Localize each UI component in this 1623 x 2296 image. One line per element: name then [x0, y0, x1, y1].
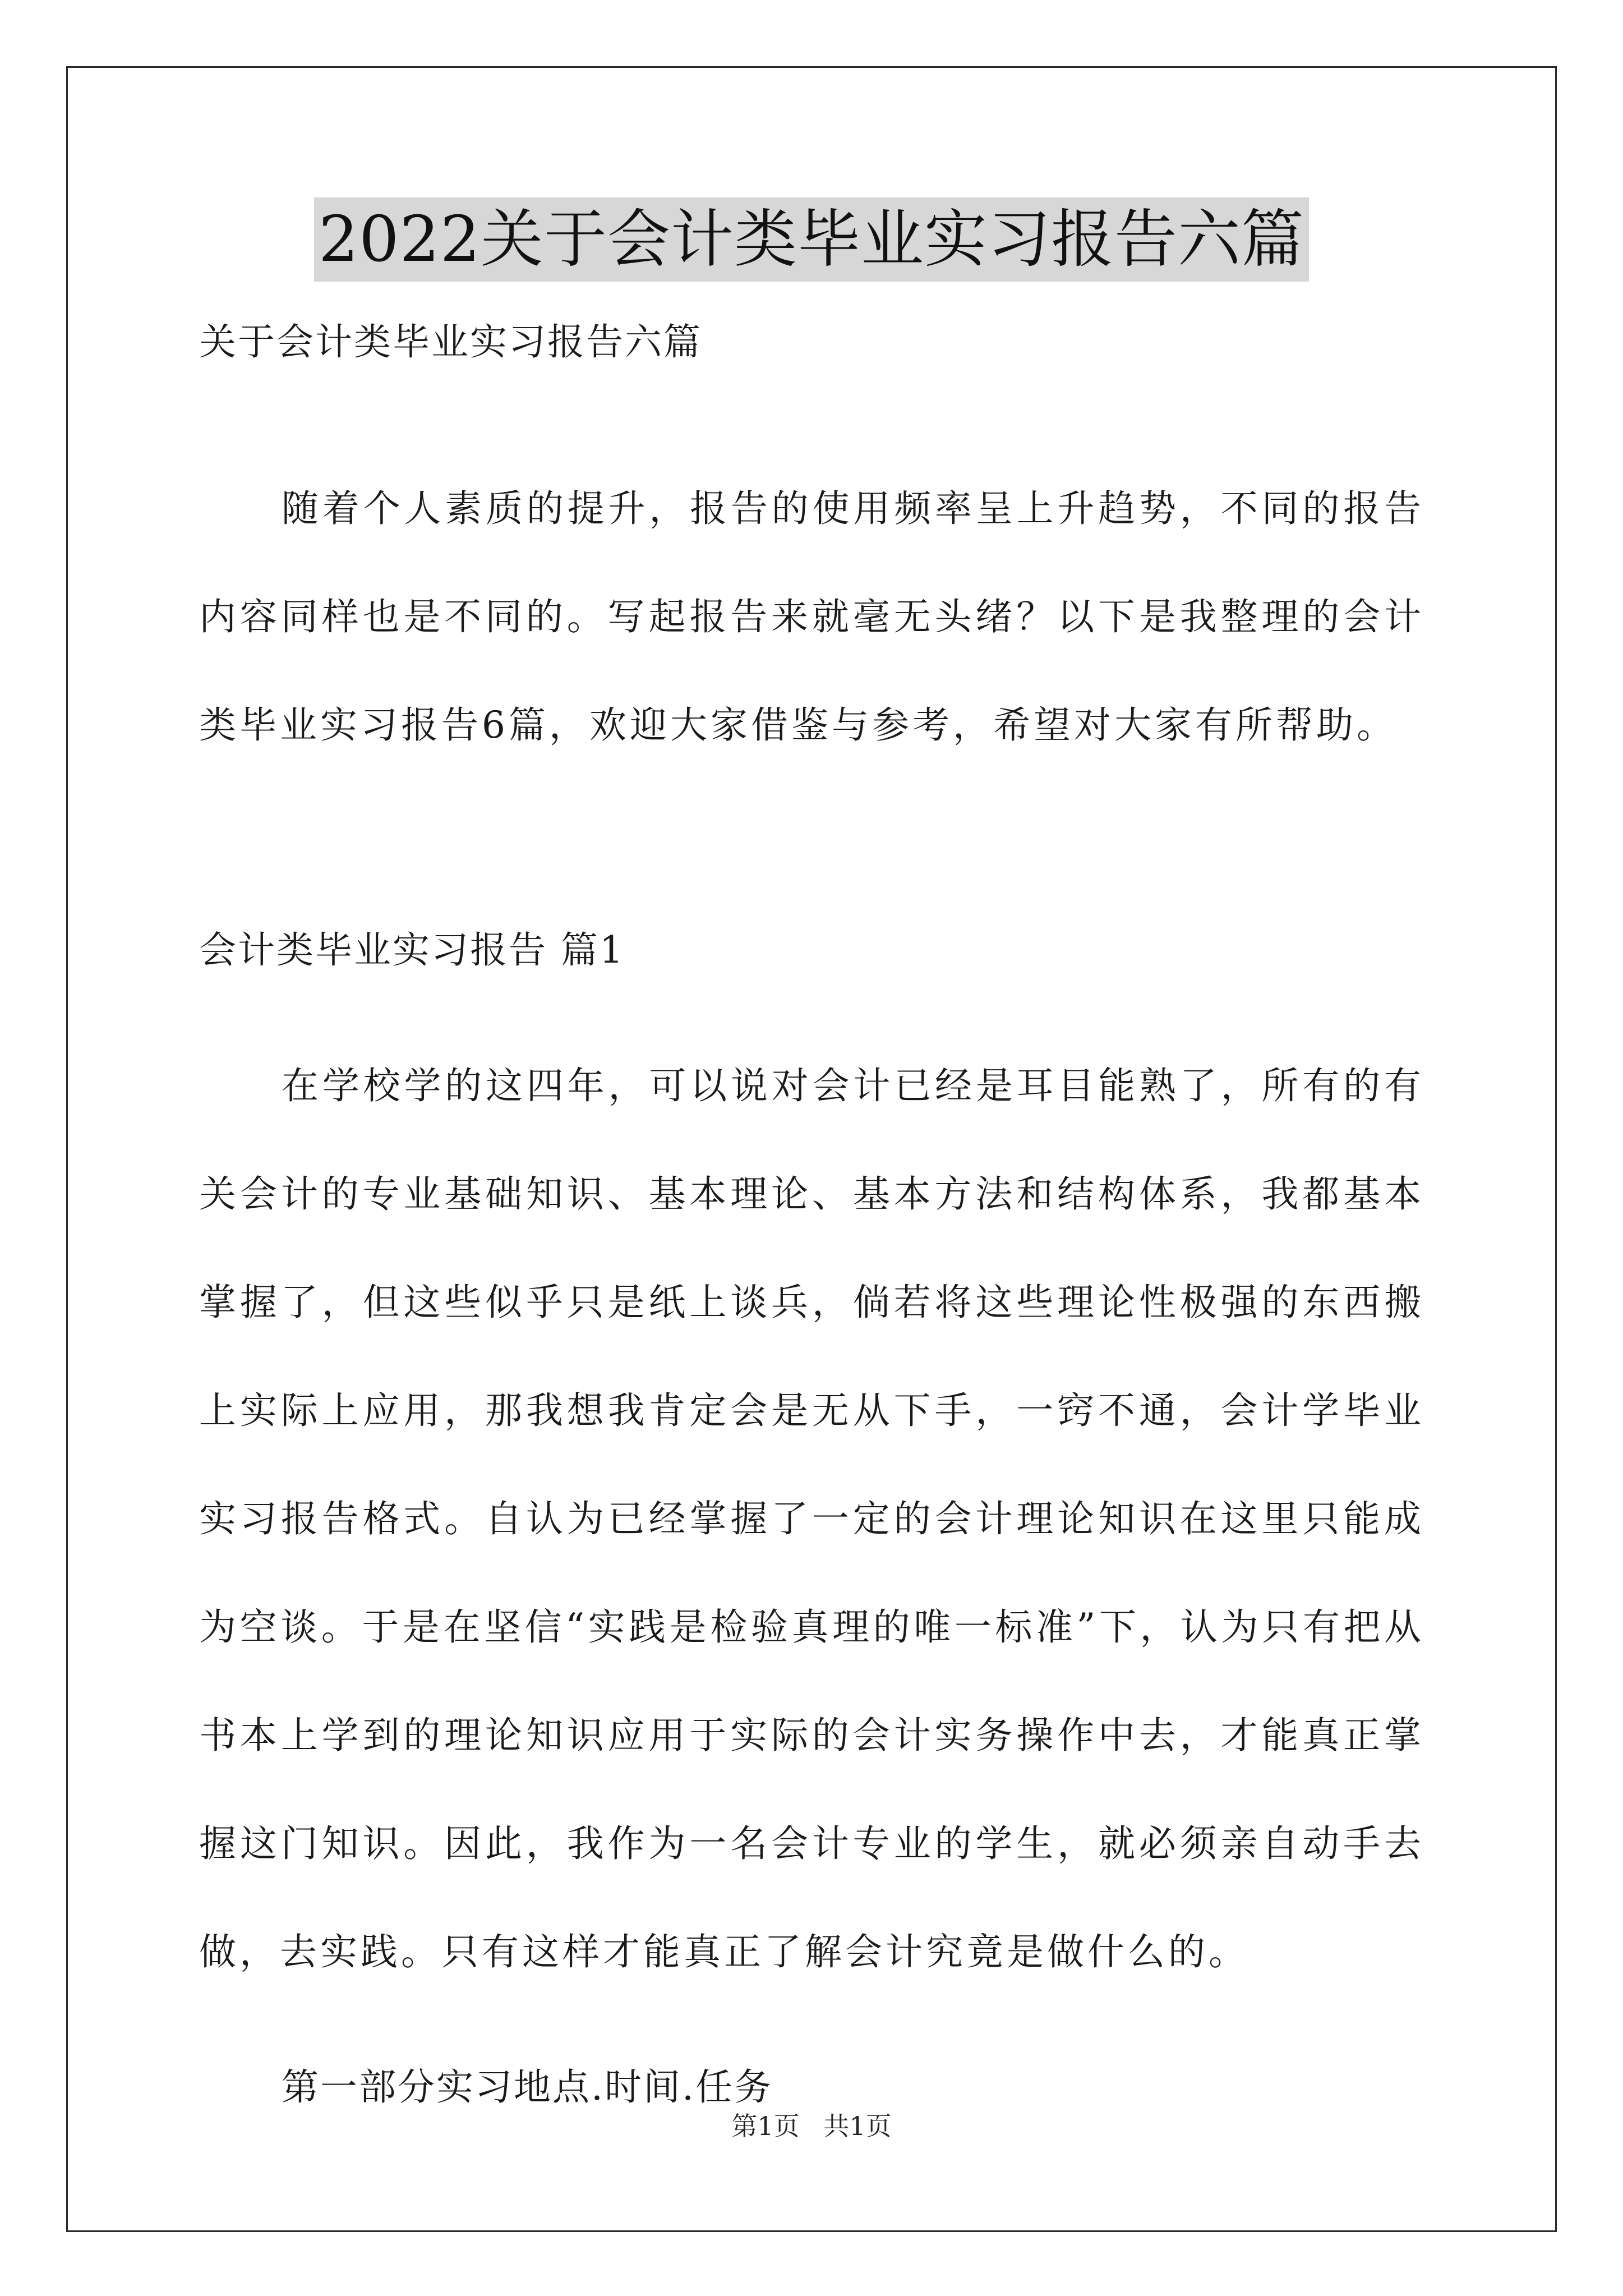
page-footer: [0, 2109, 1623, 2143]
title-container: [0, 197, 1623, 282]
section-paragraph: 在学校学的这四年，可以说对会计已经是耳目能熟了，所有的有关会计的专业基础知识、基本理论、基本方法和结构体系，我都基本掌握了，但这些似乎只是纸上谈兵，倘若将这些理论性极强的东西搬上实际上应用，那我想我肯定会是无从下手，一窍不通，会计学毕业实习报告格式。自认为已经掌握了一定的会计理论知识在这里只能成为空谈。于是在坚信“实践是检验真理的唯一标准”下，认为只有把从书本上学到的理论知识应用于实际的会计实务操作中去，才能真正掌握这门知识。因此，我作为一名会计专业的学生，就必须亲自动手去做，去实践。只有这样才能真正了解会计究竟是做什么的。: [199, 1064, 1424, 1973]
document-subtitle: 关于会计类毕业实习报告六篇: [199, 320, 702, 364]
document-body: [199, 314, 1424, 2115]
page-number: 第1页: [731, 2111, 800, 2141]
part-heading: 第一部分实习地点.时间.任务: [282, 2065, 773, 2109]
page-total: 共1页: [823, 2111, 892, 2141]
document-title: 2022关于会计类毕业实习报告六篇: [314, 197, 1309, 282]
section-heading: 会计类毕业实习报告 篇1: [199, 928, 625, 972]
intro-paragraph: 随着个人素质的提升，报告的使用频率呈上升趋势，不同的报告内容同样也是不同的。写起报告来就毫无头绪？以下是我整理的会计类毕业实习报告6篇，欢迎大家借鉴与参考，希望对大家有所帮助。: [199, 487, 1424, 747]
